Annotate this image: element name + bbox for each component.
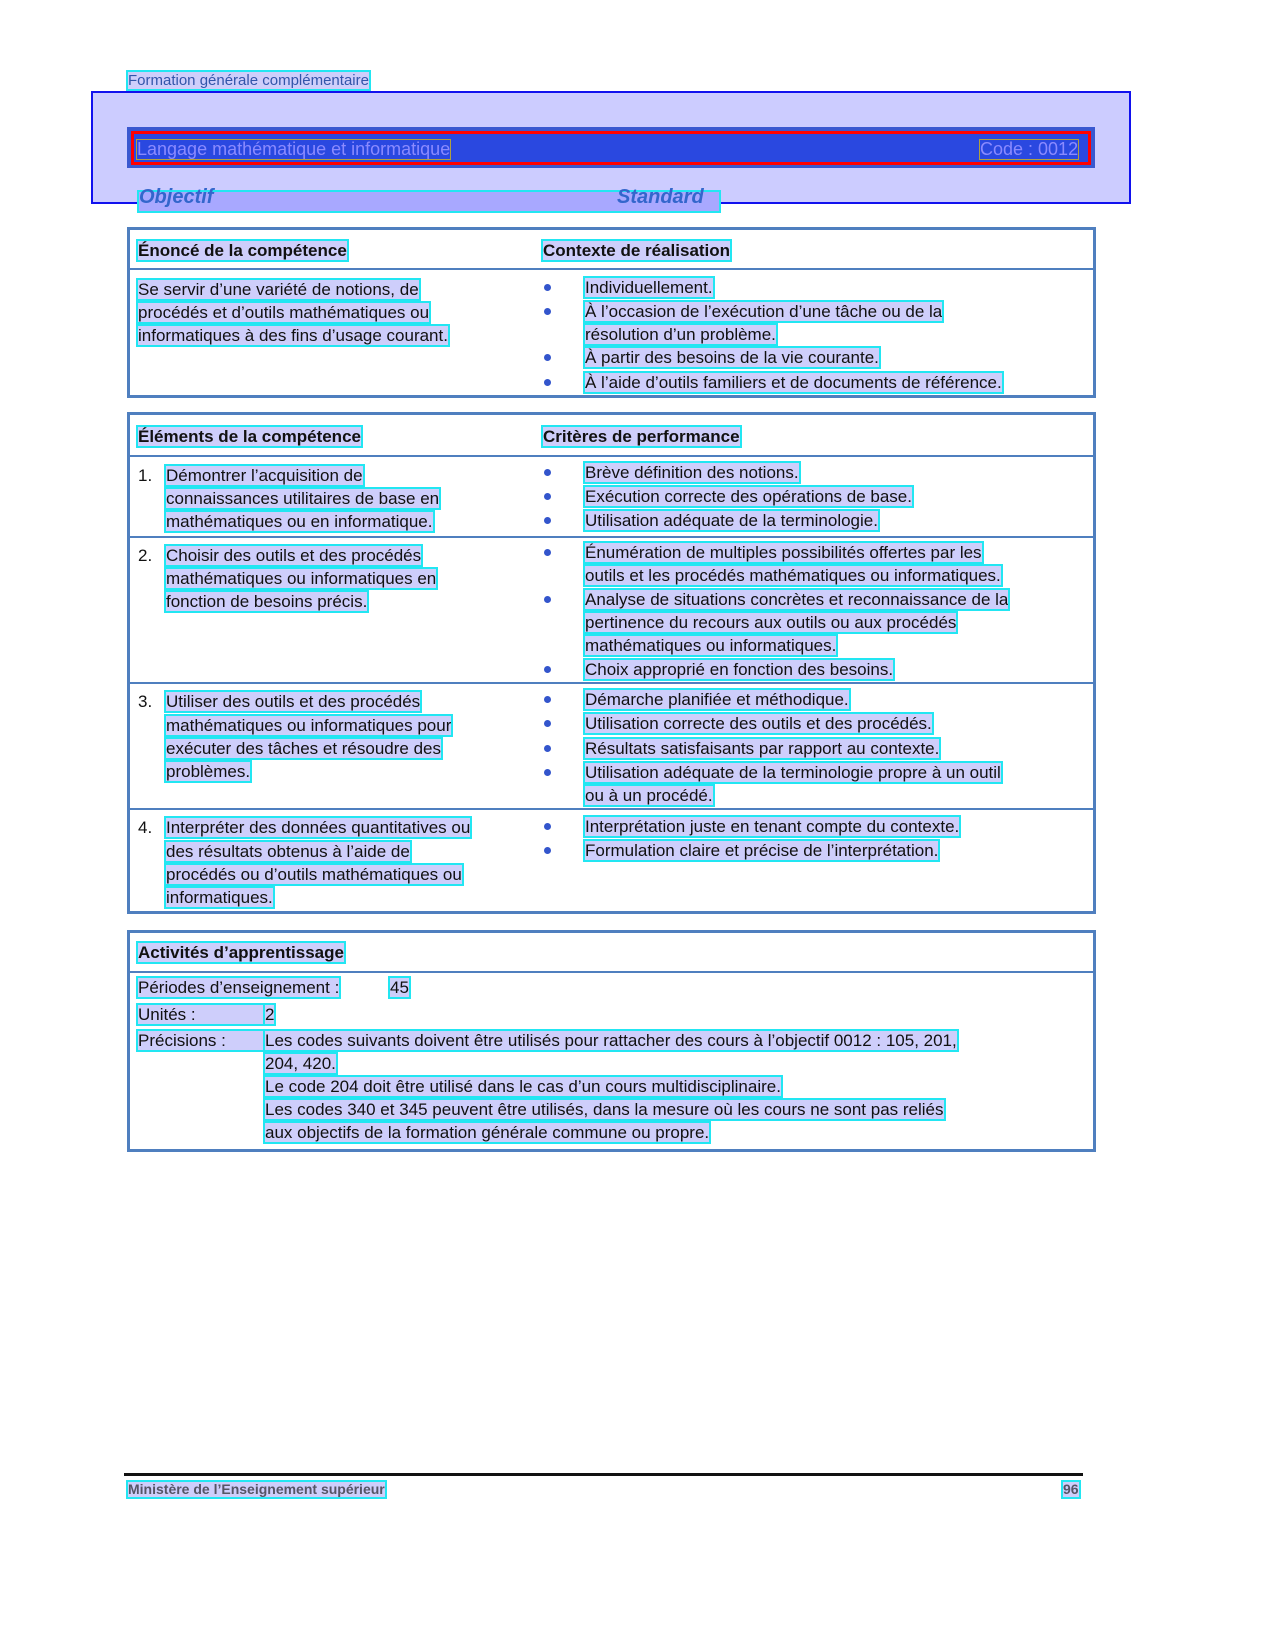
element-line: fonction de besoins précis.	[166, 592, 368, 611]
bullet-icon	[544, 769, 551, 776]
criterion-item: pertinence du recours aux outils ou aux procédés	[585, 613, 957, 632]
precision-line: 204, 420.	[265, 1054, 336, 1073]
element-line: procédés ou d’outils mathématiques ou	[166, 865, 462, 884]
criteres-heading: Critères de performance	[543, 427, 740, 446]
periodes-value: 45	[390, 978, 409, 997]
bullet-icon	[544, 284, 551, 291]
element-line: problèmes.	[166, 762, 251, 781]
bullet-icon	[544, 308, 551, 315]
criterion-item: Interprétation juste en tenant compte du contexte.	[585, 817, 960, 836]
periodes-label: Périodes d’enseignement :	[138, 978, 340, 997]
precision-line: Le code 204 doit être utilisé dans le cas d’un cours multidisciplinaire.	[265, 1077, 781, 1096]
bullet-icon	[544, 666, 551, 673]
element-line: Interpréter des données quantitatives ou	[166, 818, 471, 837]
criterion-item: Énumération de multiples possibilités offertes par les	[585, 543, 982, 562]
element-line: connaissances utilitaires de base en	[166, 489, 440, 508]
precision-line: Les codes suivants doivent être utilisés pour rattacher des cours à l’objectif 0012 : 105, 201,	[265, 1031, 957, 1050]
element-line: mathématiques ou informatiques en	[166, 569, 437, 588]
elements-heading: Éléments de la compétence	[138, 427, 361, 446]
criterion-item: Utilisation adéquate de la terminologie propre à un outil	[585, 763, 1001, 782]
criterion-item: Analyse de situations concrètes et reconnaissance de la	[585, 590, 1009, 609]
divider	[128, 268, 1095, 270]
bullet-icon	[544, 379, 551, 386]
divider	[128, 971, 1095, 973]
bullet-icon	[544, 847, 551, 854]
enonce-line: Se servir d’une variété de notions, de	[138, 280, 419, 299]
divider	[128, 808, 1095, 810]
divider	[128, 536, 1095, 538]
element-line: Démontrer l’acquisition de	[166, 466, 363, 485]
element-line: Choisir des outils et des procédés	[166, 546, 422, 565]
unites-label: Unités :	[138, 1005, 263, 1024]
element-line: mathématiques ou en informatique.	[166, 512, 433, 531]
footer-rule	[124, 1473, 1083, 1476]
criterion-item: Brève définition des notions.	[585, 463, 799, 482]
divider	[128, 455, 1095, 457]
course-title: Langage mathématique et informatique	[137, 139, 451, 159]
criterion-item: Démarche planifiée et méthodique.	[585, 690, 849, 709]
precisions-label: Précisions :	[138, 1031, 263, 1050]
activites-heading: Activités d’apprentissage	[138, 943, 344, 962]
element-line: Utiliser des outils et des procédés	[166, 692, 421, 711]
element-line: informatiques.	[166, 888, 273, 907]
bullet-icon	[544, 823, 551, 830]
contexte-item: À l’occasion de l’exécution d’une tâche ou de la	[585, 302, 943, 321]
enonce-line: informatiques à des fins d’usage courant.	[138, 326, 448, 345]
criterion-item: mathématiques ou informatiques.	[585, 636, 837, 655]
contexte-item: À l’aide d’outils familiers et de documents de référence.	[585, 373, 1002, 392]
criterion-item: Utilisation correcte des outils et des procédés.	[585, 714, 932, 733]
element-number: 3.	[138, 692, 153, 711]
contexte-item: résolution d’un problème.	[585, 325, 776, 344]
bullet-icon	[544, 549, 551, 556]
element-line: mathématiques ou informatiques pour	[166, 716, 452, 735]
course-code: Code : 0012	[980, 139, 1079, 159]
precision-line: Les codes 340 et 345 peuvent être utilisés, dans la mesure où les cours ne sont pas reliés	[265, 1100, 944, 1119]
criterion-item: Utilisation adéquate de la terminologie.	[585, 511, 878, 530]
unites-value: 2	[265, 1005, 275, 1024]
running-title: Formation générale complémentaire	[128, 72, 369, 89]
standard-label: Standard	[617, 186, 704, 208]
bullet-icon	[544, 745, 551, 752]
bullet-icon	[544, 354, 551, 361]
criterion-item: outils et les procédés mathématiques ou informatiques.	[585, 566, 1001, 585]
criterion-item: Résultats satisfaisants par rapport au contexte.	[585, 739, 940, 758]
element-line: des résultats obtenus à l’aide de	[166, 842, 410, 861]
contexte-item: À partir des besoins de la vie courante.	[585, 348, 879, 367]
page-number: 96	[1063, 1481, 1079, 1497]
bullet-icon	[544, 596, 551, 603]
criterion-item: Choix approprié en fonction des besoins.	[585, 660, 894, 679]
criterion-item: Formulation claire et précise de l’interprétation.	[585, 841, 939, 860]
contexte-heading: Contexte de réalisation	[543, 241, 731, 260]
bullet-icon	[544, 720, 551, 727]
precision-line: aux objectifs de la formation générale commune ou propre.	[265, 1123, 710, 1142]
bullet-icon	[544, 517, 551, 524]
element-number: 4.	[138, 818, 153, 837]
divider	[128, 682, 1095, 684]
criterion-item: ou à un procédé.	[585, 786, 713, 805]
bullet-icon	[544, 696, 551, 703]
enonce-line: procédés et d’outils mathématiques ou	[138, 303, 430, 322]
element-line: exécuter des tâches et résoudre des	[166, 739, 441, 758]
footer-ministry: Ministère de l’Enseignement supérieur	[128, 1481, 385, 1497]
element-number: 1.	[138, 466, 153, 485]
bullet-icon	[544, 469, 551, 476]
enonce-heading: Énoncé de la compétence	[138, 241, 347, 260]
contexte-item: Individuellement.	[585, 278, 713, 297]
bullet-icon	[544, 493, 551, 500]
element-number: 2.	[138, 546, 153, 565]
objectif-label: Objectif	[139, 186, 214, 208]
criterion-item: Exécution correcte des opérations de base.	[585, 487, 912, 506]
